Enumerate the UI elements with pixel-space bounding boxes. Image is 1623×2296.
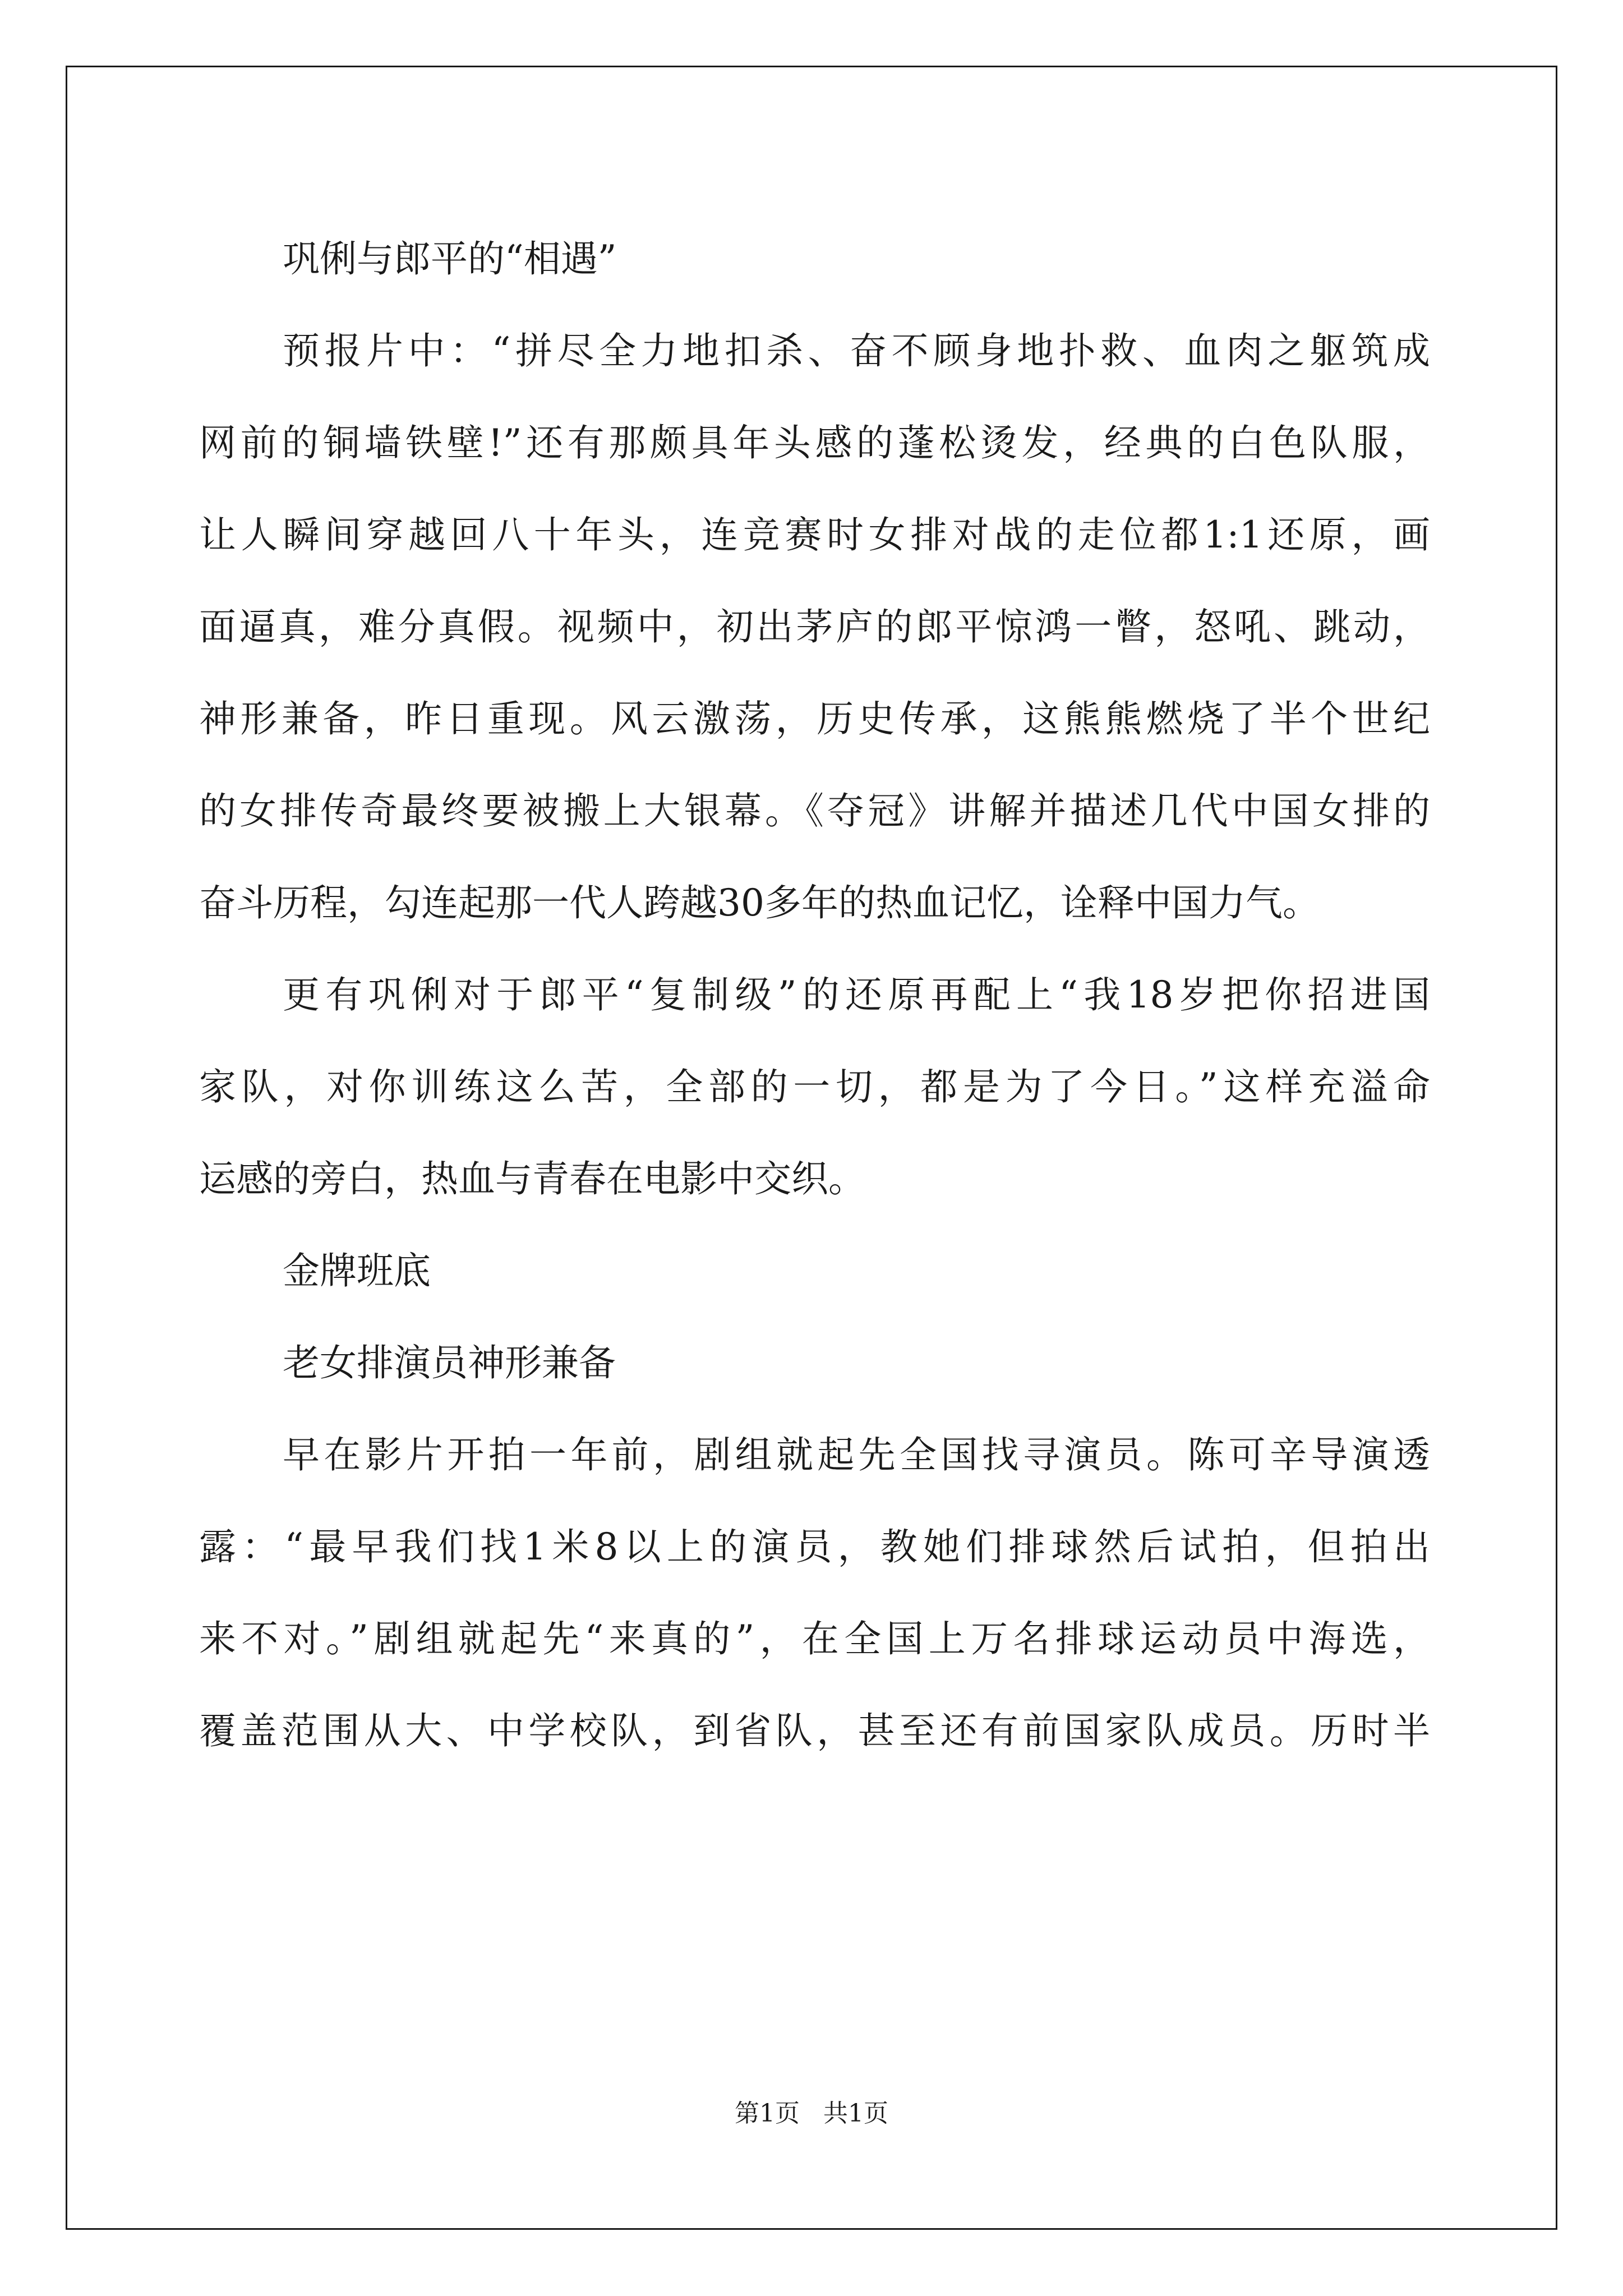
paragraph-line: 早在影片开拍一年前，剧组就起先全国找寻演员。陈可辛导演透 [283,1433,1430,1476]
document-body [199,213,1430,1777]
paragraph-line: 神形兼备，昨日重现。风云激荡，历史传承，这熊熊燃烧了半个世纪 [199,697,1430,740]
section-heading-encounter: 巩俐与郎平的“相遇” [283,237,617,280]
paragraph-line: 家队，对你训练这么苦，全部的一切，都是为了今日。”这样充溢命 [199,1065,1430,1108]
paragraph-line: 面逼真，难分真假。视频中，初出茅庐的郎平惊鸿一瞥，怒吼、跳动， [199,605,1430,648]
paragraph-line: 预报片中：“拼尽全力地扣杀、奋不顾身地扑救、血肉之躯筑成 [283,329,1430,372]
paragraph-line: 的女排传奇最终要被搬上大银幕。《夺冠》讲解并描述几代中国女排的 [199,789,1430,832]
paragraph-line: 来不对。”剧组就起先“来真的”，在全国上万名排球运动员中海选， [199,1617,1430,1660]
paragraph-line: 露：“最早我们找1米8以上的演员，教她们排球然后试拍，但拍出 [199,1525,1430,1568]
paragraph-line: 更有巩俐对于郎平“复制级”的还原再配上“我18岁把你招进国 [283,973,1430,1016]
paragraph-line: 运感的旁白，热血与青春在电影中交织。 [199,1157,865,1200]
paragraph-line: 网前的铜墙铁壁!”还有那颇具年头感的蓬松烫发，经典的白色队服， [199,421,1430,464]
section-subheading-actors: 老女排演员神形兼备 [283,1341,616,1384]
section-heading-gold-team: 金牌班底 [283,1249,431,1292]
page-number-footer: 第1页 共1页 [735,2099,888,2128]
paragraph-line: 覆盖范围从大、中学校队，到省队，甚至还有前国家队成员。历时半 [199,1709,1430,1752]
paragraph-line: 奋斗历程，勾连起那一代人跨越30多年的热血记忆，诠释中国力气。 [199,881,1320,924]
paragraph-line: 让人瞬间穿越回八十年头，连竞赛时女排对战的走位都1:1还原，画 [199,513,1430,556]
